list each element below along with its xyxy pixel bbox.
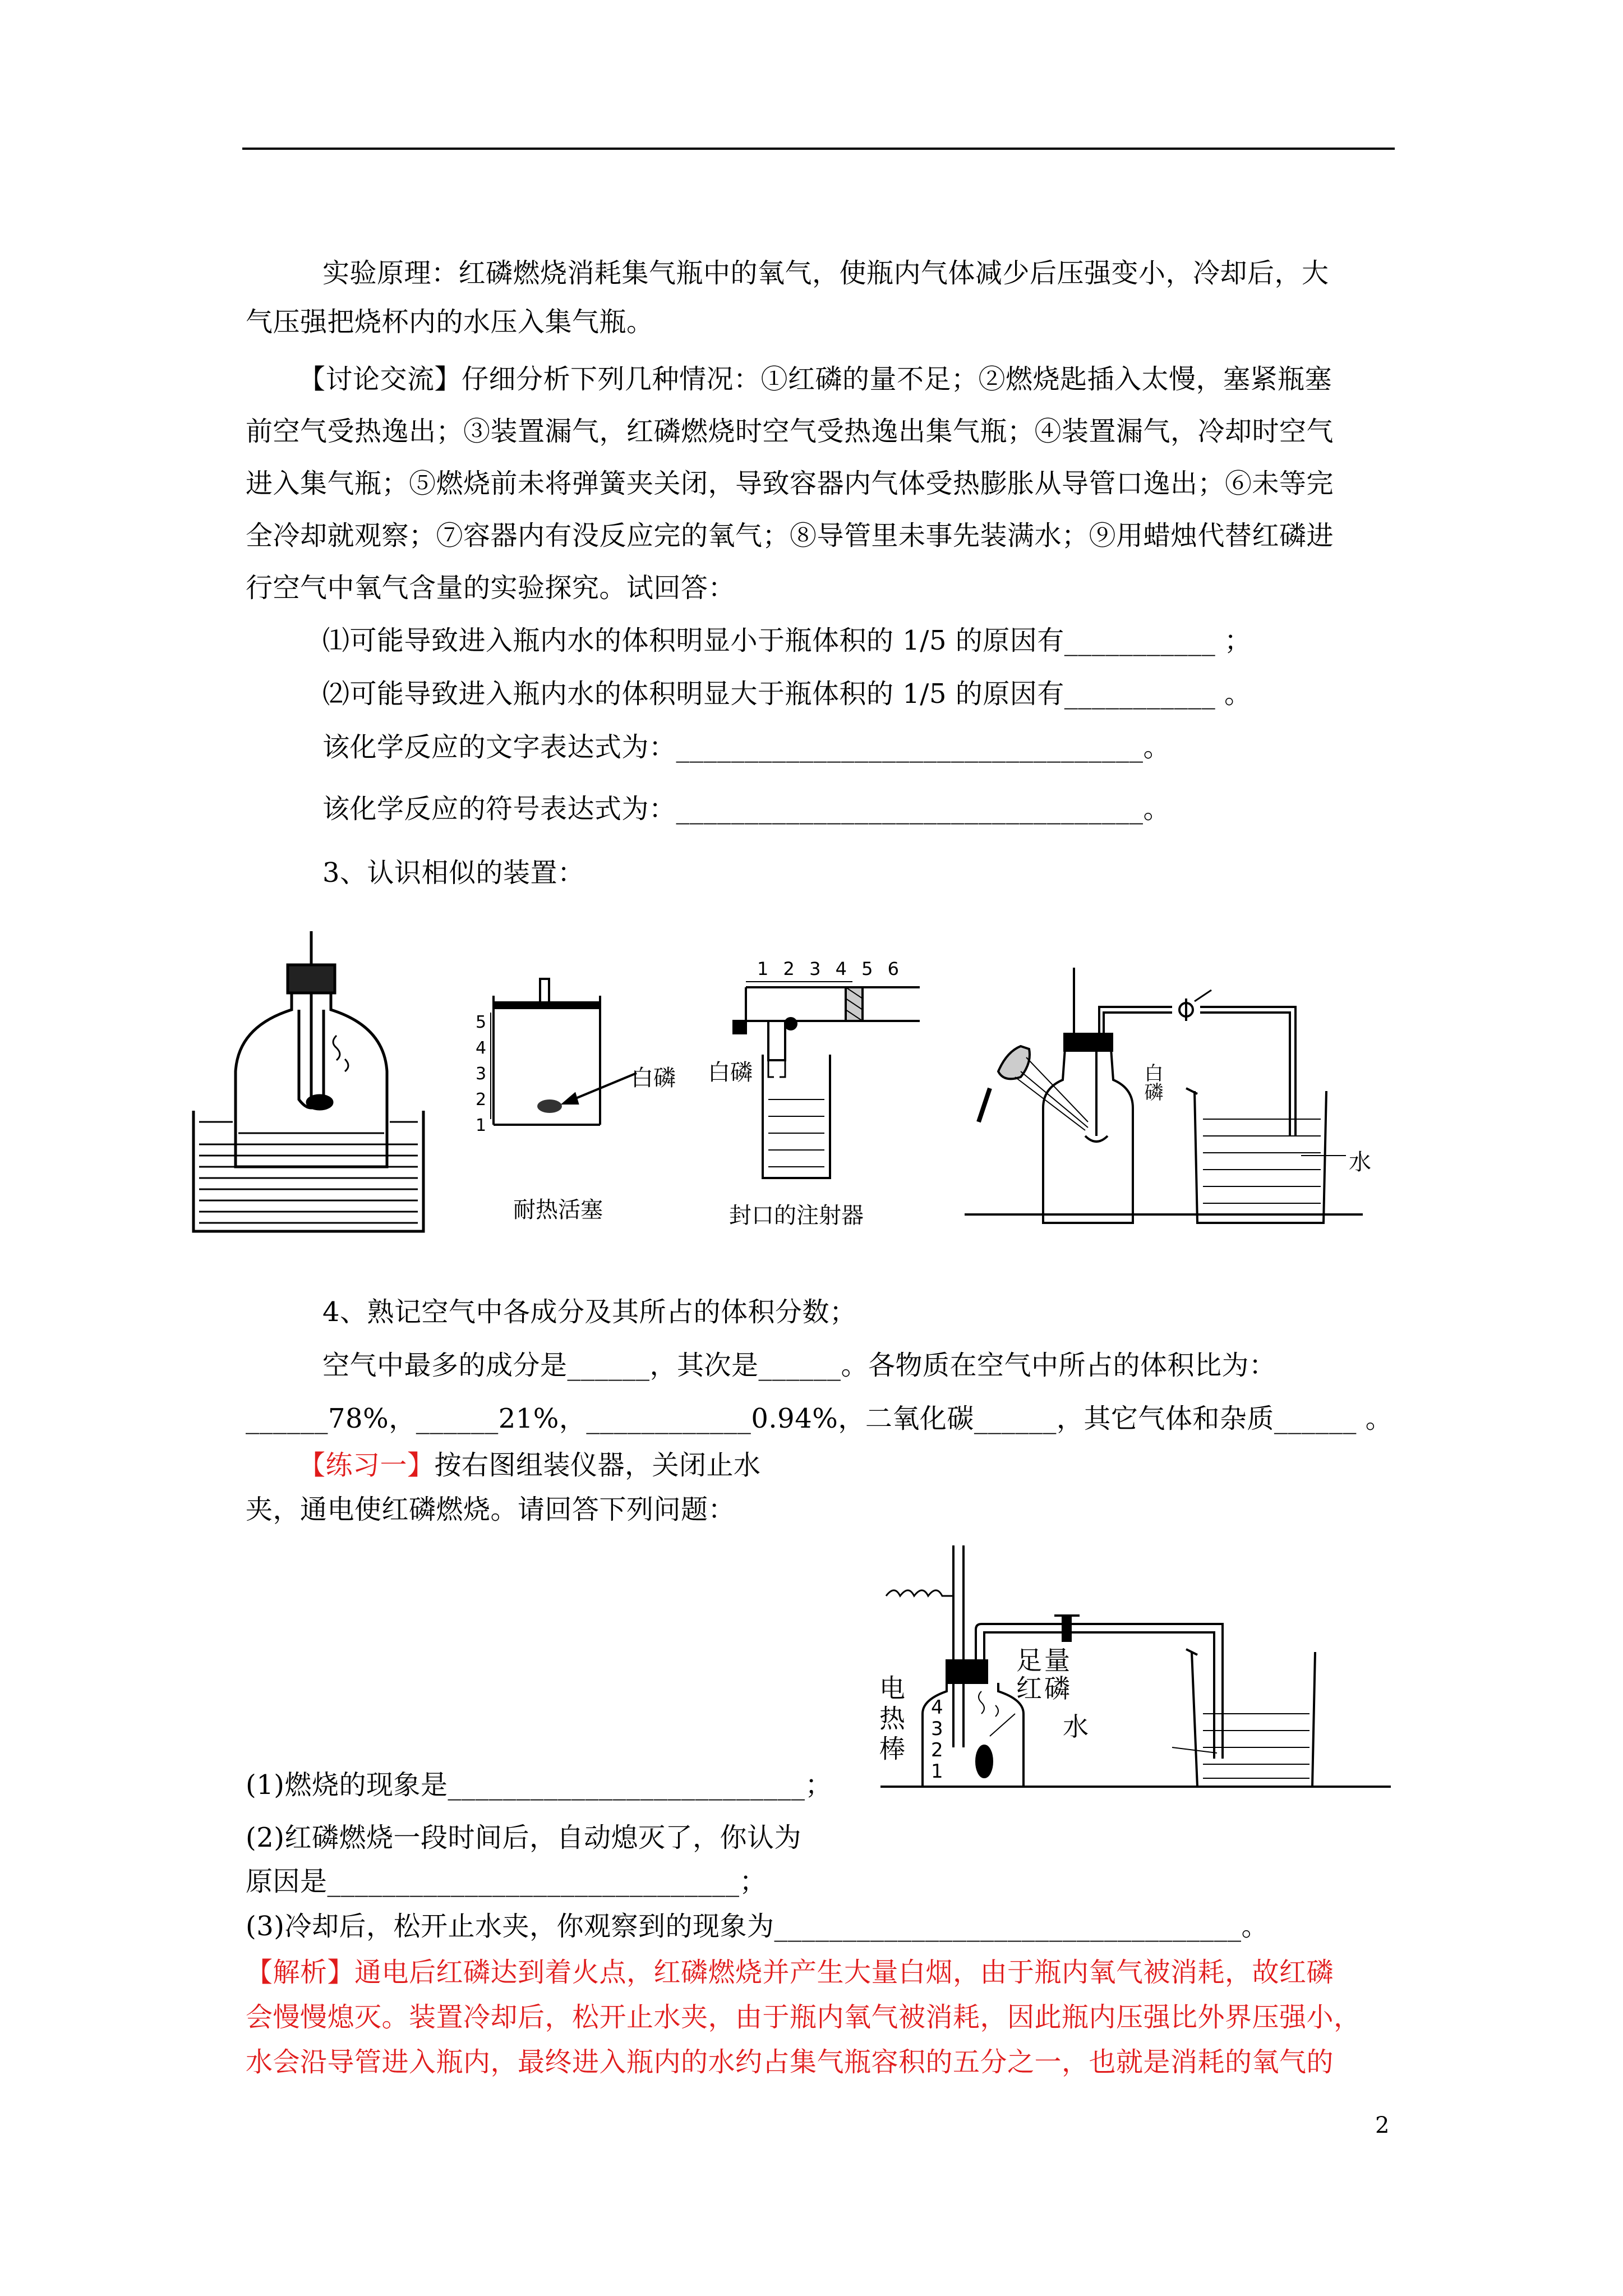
exercise-question-2a: (2)红磷燃烧一段时间后，自动熄灭了，你认为: [246, 1822, 801, 1853]
syringe-caption: 封口的注射器: [729, 1203, 864, 1228]
air-line-1: 空气中最多的成分是______，其次是______。各物质在空气中所占的体积比为：: [322, 1350, 1276, 1381]
bell-jar-figure: [193, 931, 435, 1234]
analysis-line-2: 会慢慢熄灭。装置冷却后，松开止水夹，由于瓶内氧气被消耗，因此瓶内压强比外界压强小，: [246, 2001, 1361, 2033]
air-line-2: ______78%，______21%，____________0.94%，二氧化碳______，其它气体和杂质______ 。: [246, 1403, 1393, 1434]
header-rule: [242, 148, 1395, 150]
symbol-equation-line: 该化学反应的符号表达式为：__________________________________。: [322, 793, 1171, 825]
page-number: 2: [1375, 2113, 1390, 2138]
exercise-apparatus-figure: [875, 1545, 1396, 1798]
lens-apparatus-figure: [965, 968, 1368, 1231]
analysis-line-3: 水会沿导管进入瓶内，最终进入瓶内的水约占集气瓶容积的五分之一，也就是消耗的氧气的: [246, 2046, 1334, 2078]
exercise-bottle-scale: 4 3 2 1: [931, 1696, 943, 1783]
question-2: ⑵可能导致进入瓶内水的体积明显大于瓶体积的 1/5 的原因有___________ 。: [322, 678, 1252, 710]
discuss-line-2: 前空气受热逸出；③装置漏气，红磷燃烧时空气受热逸出集气瓶；④装置漏气，冷却时空气: [246, 416, 1334, 447]
red-phosphorus-label: 足量红磷: [1016, 1645, 1072, 1704]
electric-rod-label: 电热棒: [875, 1674, 906, 1765]
discuss-line-4: 全冷却就观察；⑦容器内有没反应完的氧气；⑧导管里未事先装满水；⑨用蜡烛代替红磷进: [246, 520, 1334, 551]
word-equation-line: 该化学反应的文字表达式为：__________________________________。: [322, 731, 1171, 763]
piston-scale: 5 4 3 2 1: [476, 1013, 487, 1135]
exercise-line-2: 夹，通电使红磷燃烧。请回答下列问题：: [246, 1494, 736, 1525]
exercise-water-label: 水: [1063, 1711, 1089, 1742]
lens-water-label: 水: [1349, 1149, 1371, 1175]
discuss-line-5: 行空气中氧气含量的实验探究。试回答：: [246, 572, 736, 604]
lens-white-phosphorus-label: 白磷: [1141, 1063, 1163, 1101]
analysis-line-1: 【解析】通电后红磷达到着火点，红磷燃烧并产生大量白烟，由于瓶内氧气被消耗，故红磷: [246, 1957, 1334, 1988]
syringe-scale: 1 2 3 4 5 6: [757, 958, 904, 979]
exercise-tag: 【练习一】: [298, 1450, 435, 1481]
principle-line-2: 气压强把烧杯内的水压入集气瓶。: [246, 306, 654, 338]
principle-line-1: 实验原理：红磷燃烧消耗集气瓶中的氧气，使瓶内气体减少后压强变小，冷却后，大: [322, 257, 1329, 289]
syringe-white-phosphorus-label: 白磷: [708, 1060, 753, 1085]
discuss-line-1: 【讨论交流】仔细分析下列几种情况：①红磷的量不足；②燃烧匙插入太慢，塞紧瓶塞: [298, 364, 1332, 395]
exercise-question-1: (1)燃烧的现象是__________________________；: [246, 1769, 832, 1801]
exercise-question-2b: 原因是______________________________；: [246, 1866, 767, 1897]
exercise-question-3: (3)冷却后，松开止水夹，你观察到的现象为__________________________________。: [246, 1911, 1269, 1942]
section-3-heading: 3、认识相似的装置：: [322, 857, 585, 889]
section-4-heading: 4、熟记空气中各成分及其所占的体积分数；: [322, 1296, 857, 1328]
exercise-line-1: 【练习一】按右图组装仪器，关闭止水: [298, 1450, 761, 1481]
question-1: ⑴可能导致进入瓶内水的体积明显小于瓶体积的 1/5 的原因有___________ ；: [322, 625, 1252, 656]
discuss-line-3: 进入集气瓶；⑤燃烧前未将弹簧夹关闭，导致容器内气体受热膨胀从导管口逸出；⑥未等完: [246, 468, 1334, 499]
piston-caption: 耐热活塞: [513, 1197, 603, 1223]
piston-white-phosphorus-label: 白磷: [631, 1065, 676, 1091]
